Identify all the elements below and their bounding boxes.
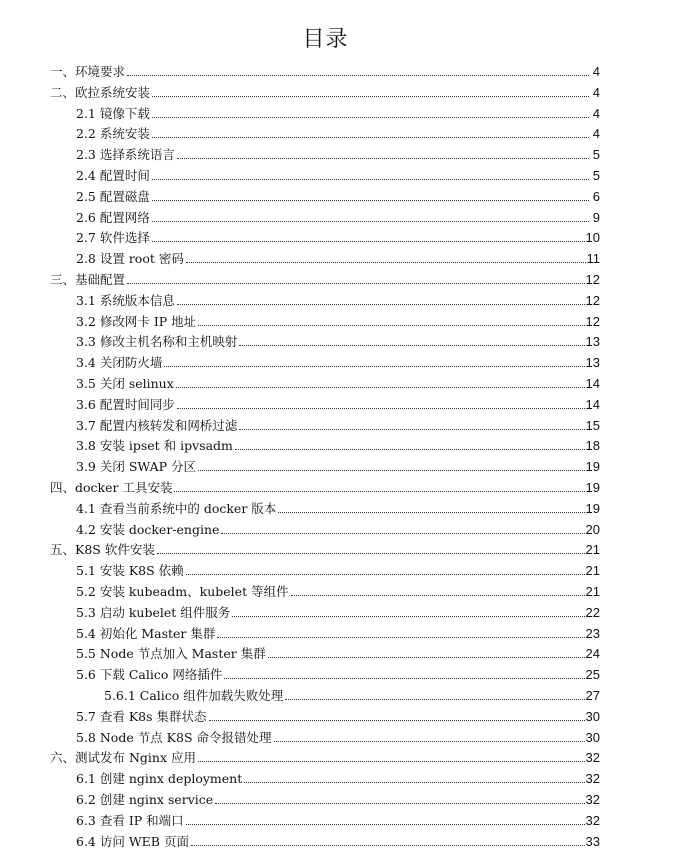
toc-dot-leader (215, 802, 584, 804)
toc-page-number: 11 (586, 251, 600, 267)
toc-entry-text: 6.1 创建 nginx deployment (76, 771, 243, 787)
toc-entry-level-0[interactable] (50, 538, 600, 558)
toc-entry-level-0[interactable] (50, 81, 600, 101)
toc-entry-text: 3.4 关闭防火墙 (76, 355, 163, 371)
toc-dot-leader (157, 552, 585, 554)
toc-entry-level-1[interactable] (76, 393, 600, 413)
toc-entry-level-1[interactable] (76, 122, 600, 142)
toc-entry-level-1[interactable] (76, 559, 600, 579)
toc-page-number: 19 (585, 500, 600, 516)
toc-entry-level-1[interactable] (76, 164, 600, 184)
toc-page-number: 19 (585, 459, 600, 475)
toc-dot-leader (186, 261, 586, 263)
toc-page-number: 4 (592, 84, 600, 100)
toc-page-number: 12 (585, 313, 600, 329)
toc-page-number: 13 (585, 355, 600, 371)
toc-page-number: 4 (592, 64, 600, 79)
toc-dot-leader (198, 760, 585, 762)
toc-entry-text: 2.6 配置网络 (76, 209, 150, 225)
toc-entry-level-1[interactable] (76, 580, 600, 600)
toc-page-number: 21 (585, 542, 600, 558)
toc-page-number: 12 (585, 272, 600, 287)
toc-dot-leader (191, 844, 585, 846)
toc-dot-leader (224, 677, 584, 679)
toc-page-number: 32 (585, 792, 600, 807)
toc-dot-leader (198, 324, 584, 326)
toc-dot-leader (177, 303, 585, 305)
toc-page-number: 19 (585, 480, 600, 495)
toc-entry-text: 3.8 安装 ipset 和 ipvsadm (76, 438, 233, 454)
toc-dot-leader (164, 365, 584, 367)
toc-entry-level-1[interactable] (76, 247, 600, 267)
toc-page-number: 6 (592, 188, 600, 204)
toc-entry-level-1[interactable] (76, 601, 600, 621)
toc-entry-level-1[interactable] (76, 622, 600, 642)
toc-dot-leader (232, 615, 584, 617)
toc-entry-level-0[interactable] (50, 268, 600, 288)
toc-entry-text: 3.6 配置时间同步 (76, 396, 175, 412)
toc-page-number: 10 (585, 230, 600, 246)
toc-page-number: 21 (585, 584, 600, 599)
toc-entry-level-1[interactable] (76, 663, 600, 683)
toc-page-number: 22 (585, 604, 600, 620)
toc-dot-leader (127, 282, 585, 284)
toc-dot-leader (176, 386, 585, 388)
toc-entry-level-1[interactable] (76, 414, 600, 434)
toc-entry-level-1[interactable] (76, 185, 600, 205)
toc-dot-leader (198, 469, 585, 471)
toc-entry-level-1[interactable] (76, 102, 600, 122)
toc-page-number: 32 (585, 750, 600, 766)
toc-page-number: 24 (585, 646, 600, 662)
toc-page-number: 30 (585, 708, 600, 724)
toc-entry-text: 6.2 创建 nginx service (76, 792, 214, 807)
toc-dot-leader (221, 532, 584, 534)
toc-entry-text: 3.2 修改网卡 IP 地址 (76, 313, 197, 329)
toc-dot-leader (174, 490, 584, 492)
toc-entry-text: 2.5 配置磁盘 (76, 188, 150, 204)
toc-dot-leader (152, 199, 589, 201)
toc-dot-leader (186, 573, 585, 575)
toc-entry-text: 六、测试发布 Nginx 应用 (50, 750, 196, 766)
toc-entry-text: 2.3 选择系统语言 (76, 147, 175, 163)
toc-dot-leader (177, 157, 589, 159)
toc-page-number: 12 (585, 292, 600, 308)
toc-entry-text: 2.7 软件选择 (76, 230, 150, 246)
toc-entry-text: 三、基础配置 (50, 272, 126, 287)
toc-page-number: 5 (592, 147, 600, 163)
toc-entry-text: 四、docker 工具安装 (50, 480, 173, 495)
toc-entry-text: 5.4 初始化 Master 集群 (76, 625, 216, 641)
toc-entry-level-1[interactable] (76, 830, 600, 850)
toc-entry-text: 3.3 修改主机名称和主机映射 (76, 334, 238, 350)
toc-entry-text: 5.6 下载 Calico 网络插件 (76, 667, 223, 683)
toc-dot-leader (152, 178, 589, 180)
toc-entry-level-0[interactable] (50, 746, 600, 766)
toc-dot-leader (186, 823, 585, 825)
toc-page-number: 5 (592, 168, 600, 183)
toc-page-number: 23 (585, 625, 600, 641)
toc-dot-leader (285, 698, 584, 700)
toc-dot-leader (239, 428, 584, 430)
toc-entry-level-1[interactable] (76, 289, 600, 309)
toc-page-number: 15 (585, 417, 600, 433)
toc-entry-text: 5.8 Node 节点 K8S 命令报错处理 (76, 729, 272, 745)
toc-page-number: 27 (585, 688, 600, 703)
toc-dot-leader (217, 636, 584, 638)
toc-entry-level-1[interactable] (76, 705, 600, 725)
toc-entry-text: 6.4 访问 WEB 页面 (76, 833, 189, 849)
toc-entry-level-1[interactable] (76, 351, 600, 371)
toc-page-number: 14 (585, 376, 600, 391)
toc-entry-level-2[interactable] (104, 684, 600, 704)
toc-entry-text: 2.8 设置 root 密码 (76, 251, 184, 267)
toc-dot-leader (244, 781, 584, 783)
toc-entry-level-1[interactable] (76, 788, 600, 808)
toc-entry-level-1[interactable] (76, 809, 600, 829)
toc-page-number: 30 (585, 729, 600, 745)
toc-dot-leader (268, 656, 585, 658)
toc-page-number: 14 (585, 396, 600, 412)
toc-entry-level-1[interactable] (76, 497, 600, 517)
toc-dot-leader (152, 116, 589, 118)
toc-dot-leader (274, 740, 585, 742)
toc-entry-text: 五、K8S 软件安装 (50, 542, 155, 558)
toc-page-number: 32 (585, 771, 600, 787)
toc-entry-text: 4.1 查看当前系统中的 docker 版本 (76, 500, 277, 516)
toc-entry-level-0[interactable] (50, 476, 600, 496)
toc-entry-level-1[interactable] (76, 310, 600, 330)
toc-dot-leader (152, 136, 589, 138)
toc-entry-text: 2.2 系统安装 (76, 126, 150, 142)
toc-entry-text: 3.7 配置内核转发和网桥过滤 (76, 417, 238, 433)
toc-dot-leader (291, 594, 585, 596)
toc-title: 目录 (302, 27, 349, 52)
toc-entry-text: 5.1 安装 K8S 依赖 (76, 563, 184, 579)
toc-entry-text: 5.5 Node 节点加入 Master 集群 (76, 646, 266, 662)
toc-entry-text: 5.6.1 Calico 组件加载失败处理 (104, 688, 284, 703)
toc-entry-level-1[interactable] (76, 455, 600, 475)
toc-entry-text: 5.7 查看 K8s 集群状态 (76, 708, 207, 724)
toc-entry-text: 4.2 安装 docker-engine (76, 521, 220, 537)
toc-dot-leader (278, 511, 584, 513)
toc-entry-level-1[interactable] (76, 726, 600, 746)
toc-page-number: 21 (585, 563, 600, 579)
toc-entry-text: 3.5 关闭 selinux (76, 376, 174, 391)
toc-entry-level-0[interactable] (50, 60, 600, 80)
toc-entry-level-1[interactable] (76, 330, 600, 350)
toc-entry-text: 2.4 配置时间 (76, 168, 150, 183)
toc-dot-leader (209, 719, 585, 721)
toc-page-number: 9 (592, 209, 600, 225)
toc-dot-leader (177, 407, 585, 409)
toc-dot-leader (127, 74, 589, 76)
toc-dot-leader (239, 344, 584, 346)
toc-page-number: 4 (592, 126, 600, 142)
toc-entry-text: 6.3 查看 IP 和端口 (76, 812, 184, 828)
toc-entry-text: 5.3 启动 kubelet 组件服务 (76, 604, 231, 620)
toc-dot-leader (152, 240, 585, 242)
toc-entry-level-1[interactable] (76, 518, 600, 538)
toc-entry-level-1[interactable] (76, 434, 600, 454)
toc-page-number: 18 (585, 438, 600, 454)
toc-page-number: 13 (585, 334, 600, 350)
toc-page-number: 25 (585, 667, 600, 683)
toc-page-number: 32 (585, 812, 600, 828)
toc-entry-text: 一、环境要求 (50, 64, 126, 79)
toc-entry-level-1[interactable] (76, 642, 600, 662)
toc-entry-text: 5.2 安装 kubeadm、kubelet 等组件 (76, 584, 289, 599)
toc-entry-level-1[interactable] (76, 143, 600, 163)
toc-entry-text: 3.9 关闭 SWAP 分区 (76, 459, 197, 475)
toc-page-number: 4 (592, 105, 600, 121)
toc-entry-level-1[interactable] (76, 226, 600, 246)
toc-page-number: 20 (585, 521, 600, 537)
toc-entry-level-1[interactable] (76, 767, 600, 787)
toc-dot-leader (152, 95, 589, 97)
toc-entry-level-1[interactable] (76, 206, 600, 226)
toc-entry-text: 二、欧拉系统安装 (50, 84, 151, 100)
toc-dot-leader (235, 448, 585, 450)
toc-page-number: 33 (585, 833, 600, 849)
toc-entry-level-1[interactable] (76, 372, 600, 392)
toc-entry-text: 2.1 镜像下载 (76, 105, 150, 121)
toc-dot-leader (152, 220, 589, 222)
toc-entry-text: 3.1 系统版本信息 (76, 292, 175, 308)
